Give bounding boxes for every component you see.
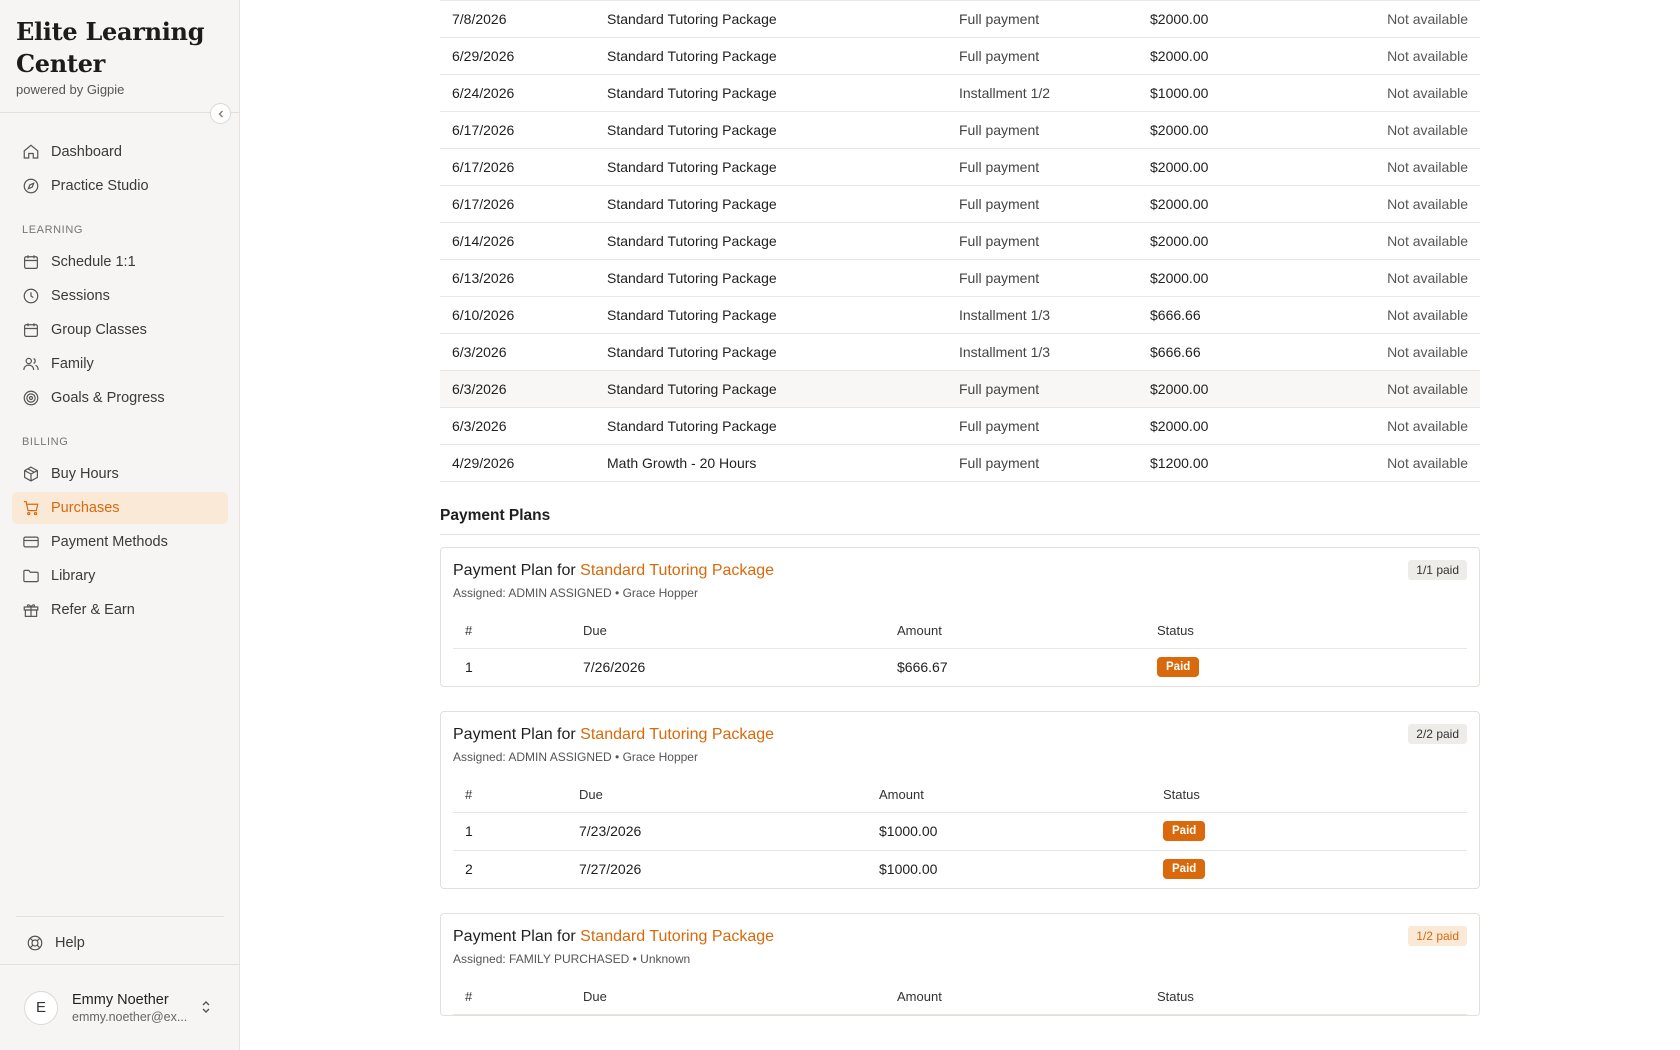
status-badge: Paid	[1163, 859, 1205, 879]
purchase-amount: $2000.00	[1150, 223, 1340, 260]
brand-subtitle: powered by Gigpie	[16, 82, 125, 97]
installment-due: 7/23/2026	[567, 812, 867, 850]
chevron-left-icon	[216, 109, 226, 119]
column-header: #	[453, 980, 571, 1014]
sidebar-item-label: Dashboard	[51, 144, 122, 160]
user-menu[interactable]	[0, 964, 240, 1050]
purchase-amount: $2000.00	[1150, 149, 1340, 186]
table-row	[440, 371, 1480, 408]
purchase-item: Standard Tutoring Package	[607, 112, 959, 149]
target-icon	[22, 389, 40, 407]
sidebar-item-label: Buy Hours	[51, 466, 119, 482]
calendar-icon	[22, 253, 40, 271]
column-header: Due	[571, 980, 885, 1014]
purchase-date: 6/3/2026	[440, 371, 607, 408]
purchase-amount: $666.66	[1150, 297, 1340, 334]
sidebar-nav	[12, 136, 228, 628]
table-row	[440, 75, 1480, 112]
purchase-item: Math Growth - 20 Hours	[607, 445, 959, 482]
payment-plans-list	[440, 547, 1480, 1016]
purchase-type: Full payment	[959, 408, 1150, 445]
table-row	[440, 260, 1480, 297]
installment-number: 2	[465, 861, 473, 878]
nav-section-learning: LEARNING	[22, 224, 84, 236]
purchase-item: Standard Tutoring Package	[607, 260, 959, 297]
purchase-type: Full payment	[959, 223, 1150, 260]
column-header: Due	[571, 614, 885, 648]
plan-package-link[interactable]: Standard Tutoring Package	[580, 726, 775, 743]
user-name: Emmy Noether	[72, 991, 169, 1008]
sidebar-item-dashboard[interactable]	[12, 136, 228, 168]
sidebar-item-label: Schedule 1:1	[51, 254, 136, 270]
table-row	[440, 297, 1480, 334]
sidebar-item-library[interactable]	[12, 560, 228, 592]
payment-plan-card	[440, 547, 1480, 687]
installment-due: 7/27/2026	[579, 861, 642, 878]
table-row	[440, 223, 1480, 260]
column-header: Status	[1145, 614, 1467, 648]
plan-assigned: Assigned: ADMIN ASSIGNED • Grace Hopper	[453, 586, 698, 600]
purchase-invoice: Not available	[1340, 371, 1480, 408]
sidebar-item-label: Sessions	[51, 288, 110, 304]
purchase-invoice: Not available	[1340, 445, 1480, 482]
sidebar-item-label: Goals & Progress	[51, 390, 165, 406]
purchase-amount: $2000.00	[1150, 260, 1340, 297]
purchase-item: Standard Tutoring Package	[607, 1, 959, 38]
purchase-date: 4/29/2026	[440, 445, 607, 482]
purchase-invoice: Not available	[1340, 297, 1480, 334]
plan-title-prefix: Payment Plan for	[453, 562, 581, 579]
purchase-amount: $2000.00	[1150, 1, 1340, 38]
payment-plan-card	[440, 711, 1480, 889]
sidebar-item-label: Purchases	[51, 500, 120, 516]
installments-table	[453, 614, 1467, 686]
purchase-invoice: Not available	[1340, 1, 1480, 38]
purchase-invoice: Not available	[1340, 408, 1480, 445]
status-badge: Paid	[1163, 821, 1205, 841]
purchase-type: Full payment	[959, 371, 1150, 408]
table-row	[440, 445, 1480, 482]
column-header: Status	[1151, 778, 1467, 812]
column-header: Amount	[885, 614, 1145, 648]
column-header: Due	[567, 778, 867, 812]
plan-title-prefix: Payment Plan for	[453, 726, 581, 743]
plan-title	[453, 726, 1467, 744]
status-badge: 1/2 paid	[1408, 926, 1467, 946]
plan-title-prefix: Payment Plan for	[453, 928, 581, 945]
purchase-invoice: Not available	[1340, 112, 1480, 149]
purchase-invoice: Not available	[1340, 260, 1480, 297]
compass-icon	[22, 177, 40, 195]
sidebar-item-group-classes[interactable]	[12, 314, 228, 346]
sidebar-item-label: Help	[55, 935, 85, 951]
sidebar-item-goals[interactable]	[12, 382, 228, 414]
purchase-amount: $2000.00	[1150, 186, 1340, 223]
table-row	[440, 186, 1480, 223]
purchase-invoice: Not available	[1340, 75, 1480, 112]
sidebar-item-schedule[interactable]	[12, 246, 228, 278]
home-icon	[22, 143, 40, 161]
installment-number: 1	[465, 659, 473, 676]
purchase-invoice: Not available	[1340, 334, 1480, 371]
installment-amount: $1000.00	[867, 812, 1151, 850]
table-row	[440, 149, 1480, 186]
plan-package-link[interactable]: Standard Tutoring Package	[580, 562, 775, 579]
lifebuoy-icon	[26, 934, 44, 952]
purchase-item: Standard Tutoring Package	[607, 371, 959, 408]
purchases-table	[440, 0, 1480, 482]
purchase-type: Full payment	[959, 260, 1150, 297]
sidebar-item-help[interactable]	[16, 927, 224, 959]
folder-icon	[22, 567, 40, 585]
sidebar-item-label: Family	[51, 356, 94, 372]
purchase-amount: $2000.00	[1150, 112, 1340, 149]
sidebar-item-label: Refer & Earn	[51, 602, 135, 618]
installment-amount: $1000.00	[879, 861, 938, 878]
purchase-item: Standard Tutoring Package	[607, 297, 959, 334]
status-badge: 1/1 paid	[1408, 560, 1467, 580]
user-info	[72, 992, 187, 1024]
purchase-type: Full payment	[959, 38, 1150, 75]
purchase-item: Standard Tutoring Package	[607, 334, 959, 371]
purchase-item: Standard Tutoring Package	[607, 186, 959, 223]
plan-assigned: Assigned: ADMIN ASSIGNED • Grace Hopper	[453, 750, 698, 764]
chevron-up-down-icon[interactable]	[200, 999, 212, 1015]
brand-title: Elite Learning Center	[16, 17, 205, 78]
gift-icon	[22, 601, 40, 619]
column-header: #	[453, 614, 571, 648]
payment-plans-heading: Payment Plans	[440, 507, 1480, 535]
purchase-date: 7/8/2026	[440, 1, 607, 38]
table-row	[440, 38, 1480, 75]
sidebar-item-label: Library	[51, 568, 96, 584]
table-row	[440, 112, 1480, 149]
payment-plan-card	[440, 913, 1480, 1016]
installment-status	[1151, 850, 1467, 888]
purchase-type: Full payment	[959, 445, 1150, 482]
user-email: emmy.noether@ex...	[72, 1009, 188, 1024]
purchase-date: 6/14/2026	[440, 223, 607, 260]
cart-icon	[22, 499, 40, 517]
users-icon	[22, 355, 40, 373]
column-header: Status	[1145, 980, 1467, 1014]
table-row	[453, 850, 1467, 888]
purchase-invoice: Not available	[1340, 223, 1480, 260]
table-row	[440, 334, 1480, 371]
sidebar-item-label: Group Classes	[51, 322, 147, 338]
purchase-date: 6/29/2026	[440, 38, 607, 75]
purchase-type: Installment 1/3	[959, 297, 1150, 334]
installment-number: 1	[453, 812, 567, 850]
purchases-main	[440, 0, 1480, 1016]
installment-status	[1151, 812, 1467, 850]
brand	[0, 0, 239, 97]
purchase-amount: $1000.00	[1150, 75, 1340, 112]
status-badge: Paid	[1157, 657, 1199, 677]
purchase-invoice: Not available	[1340, 186, 1480, 223]
purchase-date: 6/3/2026	[440, 334, 607, 371]
brand-divider	[0, 112, 240, 113]
purchase-date: 6/17/2026	[440, 186, 607, 223]
purchase-type: Full payment	[959, 112, 1150, 149]
purchase-item: Standard Tutoring Package	[607, 149, 959, 186]
installment-status	[1145, 648, 1467, 686]
sidebar-item-buy-hours[interactable]	[12, 458, 228, 490]
purchase-type: Full payment	[959, 1, 1150, 38]
avatar: E	[24, 991, 58, 1025]
sidebar	[0, 0, 240, 1050]
plan-package-link[interactable]: Standard Tutoring Package	[580, 928, 775, 945]
collapse-sidebar-button[interactable]	[210, 103, 231, 124]
table-row	[440, 1, 1480, 38]
sidebar-item-label: Payment Methods	[51, 534, 168, 550]
purchase-item: Standard Tutoring Package	[607, 38, 959, 75]
purchase-type: Installment 1/2	[959, 75, 1150, 112]
purchase-amount: $2000.00	[1150, 371, 1340, 408]
sidebar-item-payment-methods[interactable]	[12, 526, 228, 558]
table-row	[453, 648, 1467, 686]
purchase-date: 6/17/2026	[440, 112, 607, 149]
purchase-date: 6/3/2026	[440, 408, 607, 445]
purchase-amount: $2000.00	[1150, 408, 1340, 445]
installments-table	[453, 778, 1467, 888]
help-section	[16, 916, 224, 961]
plan-assigned: Assigned: FAMILY PURCHASED • Unknown	[453, 952, 691, 966]
status-badge: 2/2 paid	[1408, 724, 1467, 744]
plan-title	[453, 928, 1467, 946]
purchase-type: Installment 1/3	[959, 334, 1150, 371]
sidebar-item-family[interactable]	[12, 348, 228, 380]
purchase-date: 6/13/2026	[440, 260, 607, 297]
column-header: Amount	[867, 778, 1151, 812]
purchase-item: Standard Tutoring Package	[607, 223, 959, 260]
sidebar-item-purchases[interactable]	[12, 492, 228, 524]
clock-icon	[22, 287, 40, 305]
table-row	[453, 812, 1467, 850]
purchase-invoice: Not available	[1340, 38, 1480, 75]
credit-card-icon	[22, 533, 40, 551]
installment-amount: $666.67	[897, 659, 948, 676]
purchase-date: 6/24/2026	[440, 75, 607, 112]
purchase-amount: $2000.00	[1150, 38, 1340, 75]
installment-due: 7/26/2026	[583, 659, 646, 676]
purchase-invoice: Not available	[1340, 149, 1480, 186]
sidebar-item-sessions[interactable]	[12, 280, 228, 312]
package-icon	[22, 465, 40, 483]
purchase-item: Standard Tutoring Package	[607, 75, 959, 112]
purchase-type: Full payment	[959, 149, 1150, 186]
calendar-icon	[22, 321, 40, 339]
installments-table	[453, 980, 1467, 1015]
table-row	[440, 408, 1480, 445]
column-header: Amount	[885, 980, 1145, 1014]
purchase-type: Full payment	[959, 186, 1150, 223]
sidebar-item-label: Practice Studio	[51, 178, 149, 194]
purchase-amount: $666.66	[1150, 334, 1340, 371]
sidebar-item-practice-studio[interactable]	[12, 170, 228, 202]
sidebar-item-refer-earn[interactable]	[12, 594, 228, 626]
purchase-date: 6/10/2026	[440, 297, 607, 334]
plan-title	[453, 562, 1467, 580]
purchase-item: Standard Tutoring Package	[607, 408, 959, 445]
nav-section-billing: BILLING	[22, 436, 69, 448]
purchase-amount: $1200.00	[1150, 445, 1340, 482]
purchase-date: 6/17/2026	[440, 149, 607, 186]
column-header: #	[453, 778, 567, 812]
